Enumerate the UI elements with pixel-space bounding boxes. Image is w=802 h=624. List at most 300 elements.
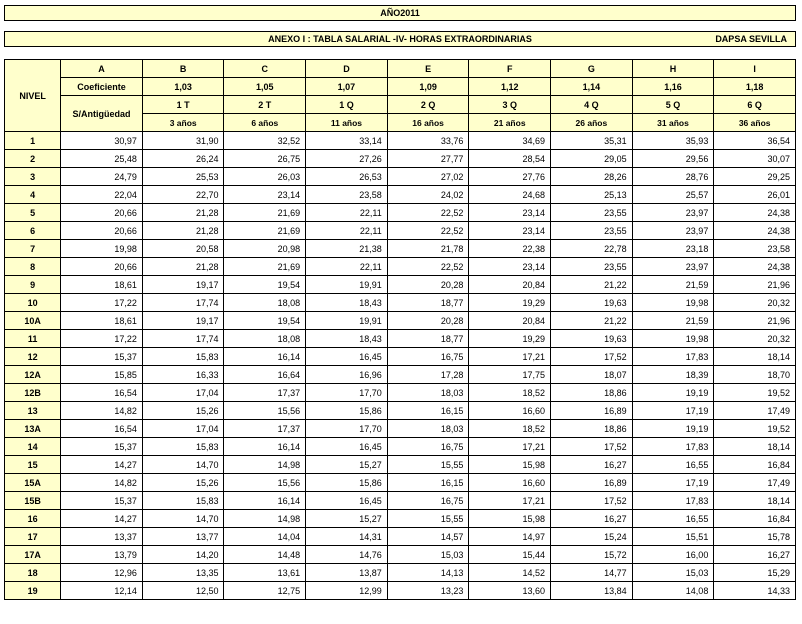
value-cell: 12,96 — [61, 564, 143, 582]
value-cell: 21,96 — [714, 276, 796, 294]
value-cell: 18,07 — [551, 366, 633, 384]
value-cell: 29,25 — [714, 168, 796, 186]
value-cell: 19,91 — [306, 312, 388, 330]
col-letter: B — [142, 60, 224, 78]
value-cell: 17,83 — [632, 348, 714, 366]
value-cell: 17,21 — [469, 438, 551, 456]
value-cell: 21,69 — [224, 258, 306, 276]
table-header — [5, 60, 796, 132]
coef-label: Coeficiente — [61, 78, 143, 96]
value-cell: 18,08 — [224, 294, 306, 312]
value-cell: 24,38 — [714, 222, 796, 240]
value-cell: 26,24 — [142, 150, 224, 168]
value-cell: 26,03 — [224, 168, 306, 186]
value-cell: 23,97 — [632, 204, 714, 222]
nivel-cell: 13 — [5, 402, 61, 420]
value-cell: 12,75 — [224, 582, 306, 600]
value-cell: 27,77 — [387, 150, 469, 168]
value-cell: 22,11 — [306, 222, 388, 240]
value-cell: 20,28 — [387, 312, 469, 330]
company-name: DAPSA SEVILLA — [715, 34, 787, 44]
annex-title: ANEXO I : TABLA SALARIAL -IV- HORAS EXTRAORDINARIAS — [268, 34, 532, 44]
value-cell: 16,55 — [632, 456, 714, 474]
col-years: 26 años — [551, 114, 633, 132]
value-cell: 14,57 — [387, 528, 469, 546]
value-cell: 17,52 — [551, 438, 633, 456]
value-cell: 14,76 — [306, 546, 388, 564]
value-cell: 15,37 — [61, 348, 143, 366]
col-period: 4 Q — [551, 96, 633, 114]
table-row — [5, 456, 796, 474]
value-cell: 15,27 — [306, 456, 388, 474]
annex-title-bar — [4, 31, 796, 47]
value-cell: 13,37 — [61, 528, 143, 546]
value-cell: 26,01 — [714, 186, 796, 204]
table-row — [5, 258, 796, 276]
value-cell: 15,03 — [387, 546, 469, 564]
col-letter: A — [61, 60, 143, 78]
table-row — [5, 492, 796, 510]
nivel-cell: 2 — [5, 150, 61, 168]
value-cell: 21,28 — [142, 258, 224, 276]
value-cell: 19,52 — [714, 384, 796, 402]
value-cell: 16,54 — [61, 384, 143, 402]
value-cell: 22,52 — [387, 204, 469, 222]
value-cell: 23,58 — [306, 186, 388, 204]
value-cell: 27,26 — [306, 150, 388, 168]
col-coef: 1,12 — [469, 78, 551, 96]
value-cell: 27,02 — [387, 168, 469, 186]
value-cell: 16,60 — [469, 402, 551, 420]
value-cell: 17,21 — [469, 492, 551, 510]
value-cell: 17,49 — [714, 474, 796, 492]
value-cell: 14,13 — [387, 564, 469, 582]
value-cell: 19,19 — [632, 420, 714, 438]
value-cell: 13,35 — [142, 564, 224, 582]
value-cell: 14,04 — [224, 528, 306, 546]
value-cell: 17,74 — [142, 294, 224, 312]
value-cell: 19,54 — [224, 276, 306, 294]
value-cell: 18,70 — [714, 366, 796, 384]
value-cell: 19,54 — [224, 312, 306, 330]
value-cell: 17,52 — [551, 492, 633, 510]
value-cell: 12,14 — [61, 582, 143, 600]
col-period: 1 T — [142, 96, 224, 114]
value-cell: 18,08 — [224, 330, 306, 348]
value-cell: 15,83 — [142, 492, 224, 510]
value-cell: 19,29 — [469, 294, 551, 312]
value-cell: 24,68 — [469, 186, 551, 204]
value-cell: 28,26 — [551, 168, 633, 186]
value-cell: 21,69 — [224, 204, 306, 222]
value-cell: 27,76 — [469, 168, 551, 186]
value-cell: 18,14 — [714, 348, 796, 366]
col-coef: 1,07 — [306, 78, 388, 96]
nivel-cell: 18 — [5, 564, 61, 582]
value-cell: 30,97 — [61, 132, 143, 150]
value-cell: 20,32 — [714, 294, 796, 312]
value-cell: 15,86 — [306, 474, 388, 492]
col-coef: 1,09 — [387, 78, 469, 96]
antiguedad-label: S/Antigüedad — [61, 96, 143, 132]
value-cell: 14,27 — [61, 510, 143, 528]
value-cell: 23,18 — [632, 240, 714, 258]
table-row — [5, 348, 796, 366]
col-years: 11 años — [306, 114, 388, 132]
value-cell: 18,77 — [387, 294, 469, 312]
value-cell: 13,61 — [224, 564, 306, 582]
value-cell: 13,84 — [551, 582, 633, 600]
table-row — [5, 204, 796, 222]
value-cell: 17,04 — [142, 420, 224, 438]
col-coef: 1,03 — [142, 78, 224, 96]
value-cell: 21,38 — [306, 240, 388, 258]
nivel-cell: 3 — [5, 168, 61, 186]
value-cell: 12,99 — [306, 582, 388, 600]
value-cell: 18,43 — [306, 330, 388, 348]
nivel-cell: 11 — [5, 330, 61, 348]
value-cell: 16,60 — [469, 474, 551, 492]
value-cell: 21,28 — [142, 222, 224, 240]
value-cell: 16,33 — [142, 366, 224, 384]
value-cell: 13,60 — [469, 582, 551, 600]
value-cell: 32,52 — [224, 132, 306, 150]
table-row — [5, 474, 796, 492]
value-cell: 16,84 — [714, 510, 796, 528]
col-coef: 1,14 — [551, 78, 633, 96]
nivel-cell: 4 — [5, 186, 61, 204]
nivel-cell: 15 — [5, 456, 61, 474]
value-cell: 28,54 — [469, 150, 551, 168]
value-cell: 15,37 — [61, 492, 143, 510]
value-cell: 36,54 — [714, 132, 796, 150]
nivel-cell: 9 — [5, 276, 61, 294]
value-cell: 18,43 — [306, 294, 388, 312]
nivel-cell: 15B — [5, 492, 61, 510]
value-cell: 16,14 — [224, 438, 306, 456]
value-cell: 15,44 — [469, 546, 551, 564]
value-cell: 12,50 — [142, 582, 224, 600]
value-cell: 29,05 — [551, 150, 633, 168]
table-row — [5, 132, 796, 150]
value-cell: 17,28 — [387, 366, 469, 384]
nivel-cell: 5 — [5, 204, 61, 222]
header-letters-row — [5, 60, 796, 78]
table-row — [5, 276, 796, 294]
value-cell: 34,69 — [469, 132, 551, 150]
nivel-cell: 10 — [5, 294, 61, 312]
value-cell: 17,19 — [632, 402, 714, 420]
value-cell: 15,72 — [551, 546, 633, 564]
col-period: 5 Q — [632, 96, 714, 114]
value-cell: 16,00 — [632, 546, 714, 564]
value-cell: 24,38 — [714, 258, 796, 276]
col-years: 21 años — [469, 114, 551, 132]
col-period: 1 Q — [306, 96, 388, 114]
value-cell: 22,70 — [142, 186, 224, 204]
value-cell: 30,07 — [714, 150, 796, 168]
value-cell: 16,55 — [632, 510, 714, 528]
col-period: 3 Q — [469, 96, 551, 114]
col-period: 2 T — [224, 96, 306, 114]
nivel-header: NIVEL — [5, 60, 61, 132]
value-cell: 26,75 — [224, 150, 306, 168]
value-cell: 19,17 — [142, 312, 224, 330]
value-cell: 18,61 — [61, 276, 143, 294]
value-cell: 24,79 — [61, 168, 143, 186]
nivel-cell: 19 — [5, 582, 61, 600]
value-cell: 15,29 — [714, 564, 796, 582]
value-cell: 15,98 — [469, 510, 551, 528]
value-cell: 16,84 — [714, 456, 796, 474]
value-cell: 18,52 — [469, 384, 551, 402]
value-cell: 14,27 — [61, 456, 143, 474]
value-cell: 20,66 — [61, 258, 143, 276]
col-coef: 1,16 — [632, 78, 714, 96]
nivel-cell: 8 — [5, 258, 61, 276]
col-period: 2 Q — [387, 96, 469, 114]
year-title: AÑO2011 — [380, 8, 420, 18]
col-coef: 1,05 — [224, 78, 306, 96]
table-row — [5, 402, 796, 420]
value-cell: 14,33 — [714, 582, 796, 600]
value-cell: 15,55 — [387, 456, 469, 474]
value-cell: 17,52 — [551, 348, 633, 366]
col-years: 16 años — [387, 114, 469, 132]
table-row — [5, 564, 796, 582]
value-cell: 25,53 — [142, 168, 224, 186]
value-cell: 17,70 — [306, 384, 388, 402]
value-cell: 20,84 — [469, 276, 551, 294]
table-body — [5, 132, 796, 600]
col-letter: F — [469, 60, 551, 78]
value-cell: 20,98 — [224, 240, 306, 258]
value-cell: 16,75 — [387, 438, 469, 456]
value-cell: 24,02 — [387, 186, 469, 204]
table-row — [5, 222, 796, 240]
value-cell: 14,98 — [224, 456, 306, 474]
value-cell: 15,56 — [224, 402, 306, 420]
table-row — [5, 150, 796, 168]
value-cell: 16,27 — [551, 456, 633, 474]
value-cell: 15,26 — [142, 474, 224, 492]
value-cell: 21,59 — [632, 312, 714, 330]
value-cell: 13,79 — [61, 546, 143, 564]
value-cell: 21,22 — [551, 312, 633, 330]
value-cell: 21,59 — [632, 276, 714, 294]
col-letter: I — [714, 60, 796, 78]
value-cell: 17,21 — [469, 348, 551, 366]
value-cell: 16,14 — [224, 348, 306, 366]
value-cell: 19,63 — [551, 330, 633, 348]
value-cell: 16,89 — [551, 402, 633, 420]
nivel-cell: 16 — [5, 510, 61, 528]
value-cell: 29,56 — [632, 150, 714, 168]
value-cell: 14,97 — [469, 528, 551, 546]
value-cell: 15,03 — [632, 564, 714, 582]
value-cell: 20,58 — [142, 240, 224, 258]
table-row — [5, 366, 796, 384]
value-cell: 22,04 — [61, 186, 143, 204]
nivel-cell: 6 — [5, 222, 61, 240]
value-cell: 17,83 — [632, 492, 714, 510]
value-cell: 16,45 — [306, 492, 388, 510]
value-cell: 17,49 — [714, 402, 796, 420]
value-cell: 17,22 — [61, 330, 143, 348]
col-years: 3 años — [142, 114, 224, 132]
value-cell: 25,57 — [632, 186, 714, 204]
value-cell: 14,98 — [224, 510, 306, 528]
value-cell: 21,78 — [387, 240, 469, 258]
table-row — [5, 384, 796, 402]
value-cell: 15,24 — [551, 528, 633, 546]
value-cell: 18,86 — [551, 384, 633, 402]
value-cell: 33,14 — [306, 132, 388, 150]
value-cell: 23,97 — [632, 222, 714, 240]
value-cell: 16,75 — [387, 348, 469, 366]
value-cell: 18,52 — [469, 420, 551, 438]
value-cell: 15,78 — [714, 528, 796, 546]
table-row — [5, 294, 796, 312]
table-row — [5, 186, 796, 204]
value-cell: 21,28 — [142, 204, 224, 222]
value-cell: 14,82 — [61, 402, 143, 420]
nivel-cell: 14 — [5, 438, 61, 456]
value-cell: 23,97 — [632, 258, 714, 276]
col-letter: G — [551, 60, 633, 78]
value-cell: 15,56 — [224, 474, 306, 492]
value-cell: 15,98 — [469, 456, 551, 474]
table-row — [5, 312, 796, 330]
value-cell: 23,55 — [551, 222, 633, 240]
value-cell: 18,61 — [61, 312, 143, 330]
value-cell: 16,45 — [306, 438, 388, 456]
value-cell: 19,19 — [632, 384, 714, 402]
value-cell: 25,13 — [551, 186, 633, 204]
value-cell: 17,70 — [306, 420, 388, 438]
value-cell: 23,14 — [469, 204, 551, 222]
value-cell: 17,19 — [632, 474, 714, 492]
value-cell: 15,37 — [61, 438, 143, 456]
value-cell: 23,55 — [551, 204, 633, 222]
value-cell: 18,14 — [714, 438, 796, 456]
nivel-cell: 1 — [5, 132, 61, 150]
value-cell: 22,38 — [469, 240, 551, 258]
value-cell: 16,27 — [714, 546, 796, 564]
value-cell: 15,85 — [61, 366, 143, 384]
value-cell: 18,77 — [387, 330, 469, 348]
value-cell: 21,22 — [551, 276, 633, 294]
nivel-cell: 10A — [5, 312, 61, 330]
nivel-cell: 17 — [5, 528, 61, 546]
value-cell: 19,17 — [142, 276, 224, 294]
value-cell: 19,63 — [551, 294, 633, 312]
value-cell: 17,37 — [224, 420, 306, 438]
value-cell: 31,90 — [142, 132, 224, 150]
value-cell: 22,11 — [306, 258, 388, 276]
table-row — [5, 582, 796, 600]
value-cell: 18,14 — [714, 492, 796, 510]
value-cell: 35,31 — [551, 132, 633, 150]
value-cell: 23,14 — [469, 258, 551, 276]
value-cell: 19,29 — [469, 330, 551, 348]
value-cell: 23,58 — [714, 240, 796, 258]
value-cell: 35,93 — [632, 132, 714, 150]
col-letter: H — [632, 60, 714, 78]
table-row — [5, 438, 796, 456]
value-cell: 14,52 — [469, 564, 551, 582]
value-cell: 24,38 — [714, 204, 796, 222]
value-cell: 16,14 — [224, 492, 306, 510]
value-cell: 33,76 — [387, 132, 469, 150]
value-cell: 16,89 — [551, 474, 633, 492]
value-cell: 26,53 — [306, 168, 388, 186]
value-cell: 16,27 — [551, 510, 633, 528]
value-cell: 22,11 — [306, 204, 388, 222]
value-cell: 14,20 — [142, 546, 224, 564]
value-cell: 16,96 — [306, 366, 388, 384]
value-cell: 14,82 — [61, 474, 143, 492]
value-cell: 22,78 — [551, 240, 633, 258]
col-letter: E — [387, 60, 469, 78]
value-cell: 14,31 — [306, 528, 388, 546]
value-cell: 15,51 — [632, 528, 714, 546]
col-years: 6 años — [224, 114, 306, 132]
value-cell: 16,64 — [224, 366, 306, 384]
header-period-row — [5, 96, 796, 114]
table-row — [5, 168, 796, 186]
year-title-bar — [4, 5, 796, 21]
nivel-cell: 12A — [5, 366, 61, 384]
salary-table — [4, 59, 796, 600]
nivel-cell: 12B — [5, 384, 61, 402]
value-cell: 14,70 — [142, 510, 224, 528]
table-row — [5, 330, 796, 348]
value-cell: 20,66 — [61, 204, 143, 222]
header-coef-row — [5, 78, 796, 96]
table-row — [5, 546, 796, 564]
value-cell: 17,04 — [142, 384, 224, 402]
value-cell: 19,98 — [632, 294, 714, 312]
value-cell: 15,26 — [142, 402, 224, 420]
value-cell: 16,45 — [306, 348, 388, 366]
col-period: 6 Q — [714, 96, 796, 114]
table-row — [5, 510, 796, 528]
value-cell: 23,14 — [469, 222, 551, 240]
value-cell: 19,98 — [632, 330, 714, 348]
value-cell: 14,08 — [632, 582, 714, 600]
value-cell: 19,91 — [306, 276, 388, 294]
value-cell: 14,48 — [224, 546, 306, 564]
table-row — [5, 240, 796, 258]
col-years: 31 años — [632, 114, 714, 132]
col-letter: D — [306, 60, 388, 78]
value-cell: 17,22 — [61, 294, 143, 312]
nivel-cell: 17A — [5, 546, 61, 564]
value-cell: 19,52 — [714, 420, 796, 438]
value-cell: 17,74 — [142, 330, 224, 348]
value-cell: 21,96 — [714, 312, 796, 330]
nivel-cell: 13A — [5, 420, 61, 438]
value-cell: 16,75 — [387, 492, 469, 510]
value-cell: 16,15 — [387, 474, 469, 492]
col-letter: C — [224, 60, 306, 78]
value-cell: 13,87 — [306, 564, 388, 582]
value-cell: 28,76 — [632, 168, 714, 186]
value-cell: 15,83 — [142, 348, 224, 366]
value-cell: 19,98 — [61, 240, 143, 258]
nivel-cell: 15A — [5, 474, 61, 492]
